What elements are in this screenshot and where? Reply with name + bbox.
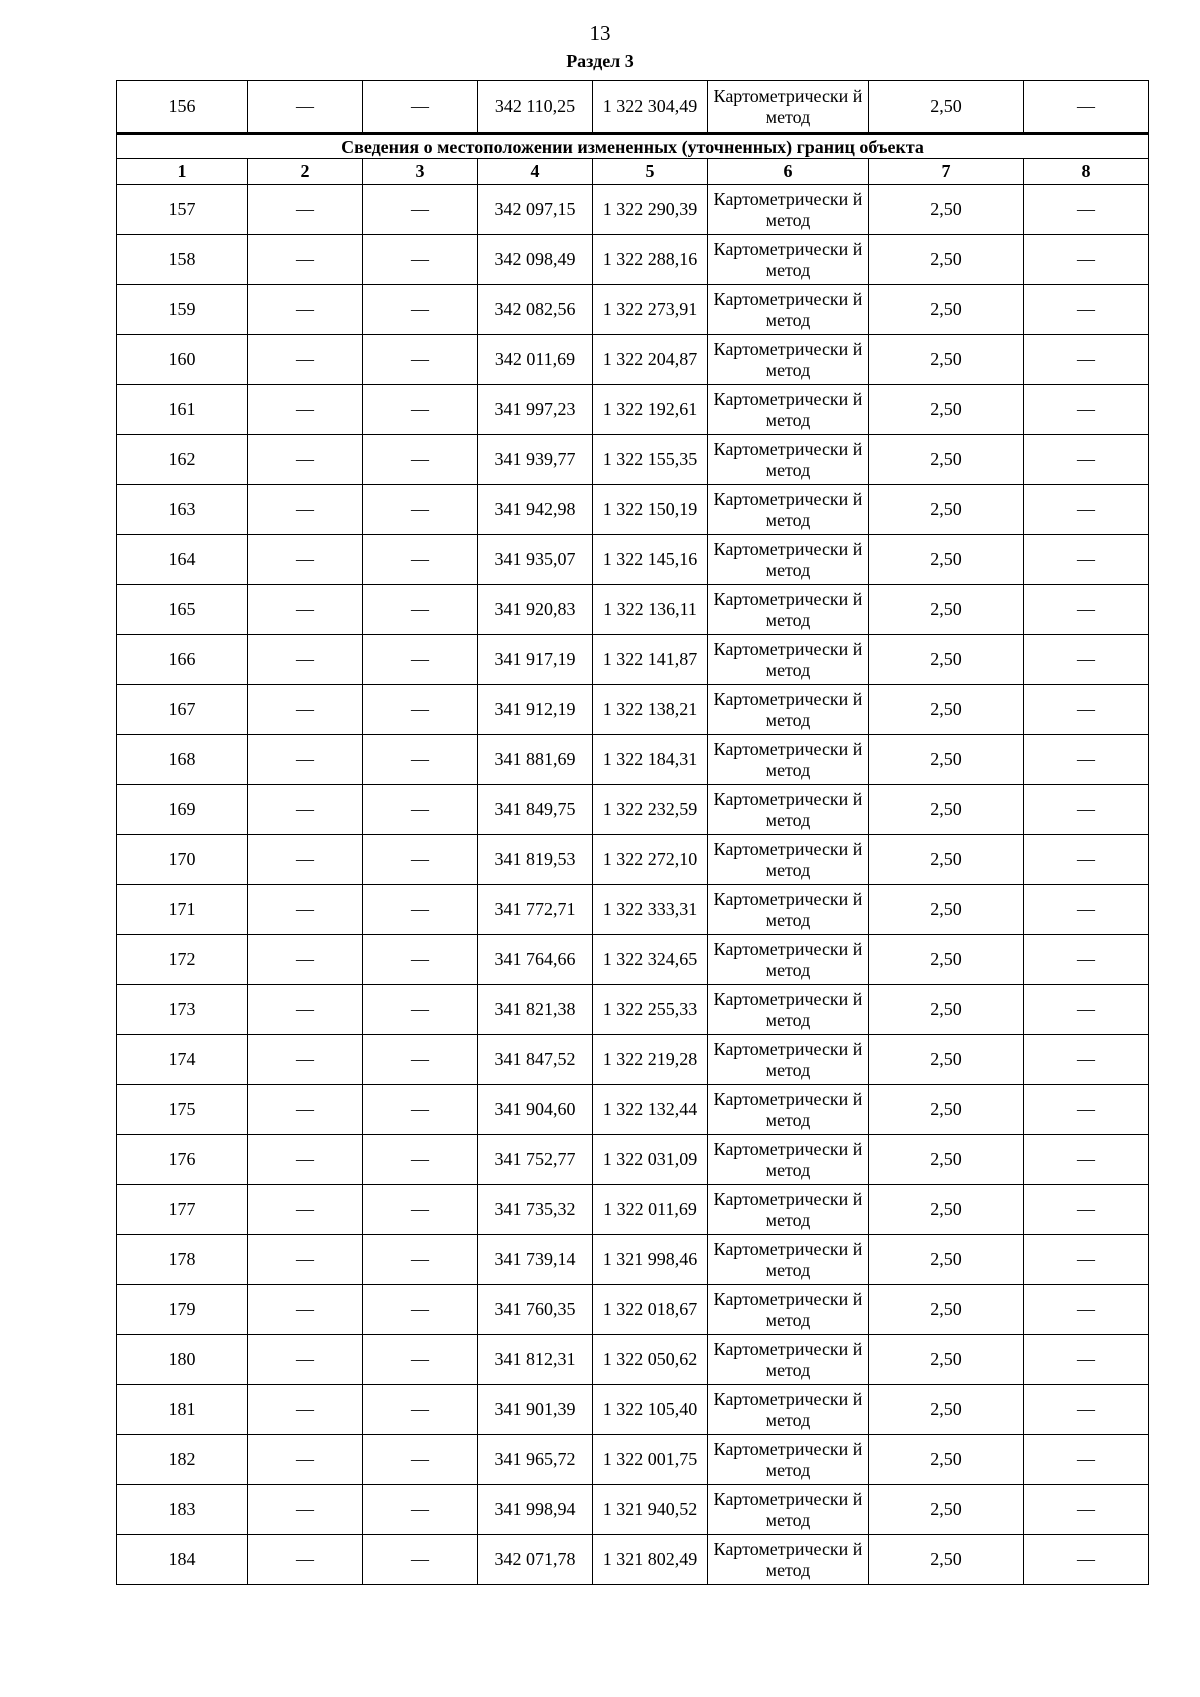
point-number-cell: 161 <box>117 385 248 435</box>
col8-cell: — <box>1024 335 1149 385</box>
precision-cell: 2,50 <box>869 385 1024 435</box>
point-number-cell: 180 <box>117 1335 248 1385</box>
point-number-cell: 170 <box>117 835 248 885</box>
precision-cell: 2,50 <box>869 835 1024 885</box>
method-cell: Картометрически й метод <box>708 835 869 885</box>
method-cell: Картометрически й метод <box>708 935 869 985</box>
precision-cell: 2,50 <box>869 81 1024 134</box>
col3-cell: — <box>363 935 478 985</box>
precision-cell: 2,50 <box>869 785 1024 835</box>
table-caption-row <box>117 134 1149 159</box>
precision-cell: 2,50 <box>869 585 1024 635</box>
precision-cell: 2,50 <box>869 235 1024 285</box>
col3-cell: — <box>363 585 478 635</box>
method-cell: Картометрически й метод <box>708 1085 869 1135</box>
table-row <box>117 235 1149 285</box>
col2-cell: — <box>248 185 363 235</box>
column-number: 5 <box>593 159 708 185</box>
col8-cell: — <box>1024 1435 1149 1485</box>
table-row <box>117 385 1149 435</box>
table-row <box>117 335 1149 385</box>
col8-cell: — <box>1024 285 1149 335</box>
precision-cell: 2,50 <box>869 535 1024 585</box>
col2-cell: — <box>248 835 363 885</box>
point-number-cell: 174 <box>117 1035 248 1085</box>
col3-cell: — <box>363 635 478 685</box>
column-number: 4 <box>478 159 593 185</box>
col2-cell: — <box>248 635 363 685</box>
table-row <box>117 735 1149 785</box>
point-number-cell: 169 <box>117 785 248 835</box>
precision-cell: 2,50 <box>869 735 1024 785</box>
col8-cell: — <box>1024 81 1149 134</box>
method-cell: Картометрически й метод <box>708 1485 869 1535</box>
x-coordinate-cell: 341 881,69 <box>478 735 593 785</box>
section-title: Раздел 3 <box>566 51 634 71</box>
column-number: 7 <box>869 159 1024 185</box>
col3-cell: — <box>363 335 478 385</box>
precision-cell: 2,50 <box>869 635 1024 685</box>
y-coordinate-cell: 1 322 145,16 <box>593 535 708 585</box>
x-coordinate-cell: 342 097,15 <box>478 185 593 235</box>
precision-cell: 2,50 <box>869 435 1024 485</box>
col3-cell: — <box>363 685 478 735</box>
table-row <box>117 1485 1149 1535</box>
method-cell: Картометрически й метод <box>708 235 869 285</box>
x-coordinate-cell: 341 920,83 <box>478 585 593 635</box>
col3-cell: — <box>363 81 478 134</box>
table-row <box>117 535 1149 585</box>
method-cell: Картометрически й метод <box>708 985 869 1035</box>
y-coordinate-cell: 1 322 272,10 <box>593 835 708 885</box>
method-cell: Картометрически й метод <box>708 81 869 134</box>
y-coordinate-cell: 1 322 001,75 <box>593 1435 708 1485</box>
col8-cell: — <box>1024 685 1149 735</box>
point-number-cell: 171 <box>117 885 248 935</box>
y-coordinate-cell: 1 322 219,28 <box>593 1035 708 1085</box>
column-number: 3 <box>363 159 478 185</box>
point-number-cell: 176 <box>117 1135 248 1185</box>
point-number-cell: 166 <box>117 635 248 685</box>
col3-cell: — <box>363 835 478 885</box>
method-cell: Картометрически й метод <box>708 1185 869 1235</box>
y-coordinate-cell: 1 322 138,21 <box>593 685 708 735</box>
page-number: 13 <box>589 21 611 45</box>
point-number-cell: 158 <box>117 235 248 285</box>
precision-cell: 2,50 <box>869 185 1024 235</box>
col8-cell: — <box>1024 385 1149 435</box>
col2-cell: — <box>248 585 363 635</box>
col3-cell: — <box>363 1085 478 1135</box>
col8-cell: — <box>1024 235 1149 285</box>
precision-cell: 2,50 <box>869 1485 1024 1535</box>
col8-cell: — <box>1024 785 1149 835</box>
y-coordinate-cell: 1 322 304,49 <box>593 81 708 134</box>
col3-cell: — <box>363 885 478 935</box>
x-coordinate-cell: 341 819,53 <box>478 835 593 885</box>
y-coordinate-cell: 1 322 050,62 <box>593 1335 708 1385</box>
col2-cell: — <box>248 1185 363 1235</box>
col2-cell: — <box>248 1385 363 1435</box>
col2-cell: — <box>248 285 363 335</box>
point-number-cell: 184 <box>117 1535 248 1585</box>
method-cell: Картометрически й метод <box>708 1385 869 1435</box>
col3-cell: — <box>363 435 478 485</box>
x-coordinate-cell: 341 849,75 <box>478 785 593 835</box>
col3-cell: — <box>363 1385 478 1435</box>
point-number-cell: 159 <box>117 285 248 335</box>
col3-cell: — <box>363 1335 478 1385</box>
precision-cell: 2,50 <box>869 685 1024 735</box>
method-cell: Картометрически й метод <box>708 735 869 785</box>
col8-cell: — <box>1024 435 1149 485</box>
x-coordinate-cell: 342 098,49 <box>478 235 593 285</box>
method-cell: Картометрически й метод <box>708 1235 869 1285</box>
y-coordinate-cell: 1 322 204,87 <box>593 335 708 385</box>
col3-cell: — <box>363 1135 478 1185</box>
x-coordinate-cell: 341 735,32 <box>478 1185 593 1235</box>
precision-cell: 2,50 <box>869 485 1024 535</box>
x-coordinate-cell: 341 772,71 <box>478 885 593 935</box>
table-row <box>117 1535 1149 1585</box>
x-coordinate-cell: 341 912,19 <box>478 685 593 735</box>
table-row-first <box>117 81 1149 134</box>
x-coordinate-cell: 342 071,78 <box>478 1535 593 1585</box>
x-coordinate-cell: 341 942,98 <box>478 485 593 535</box>
y-coordinate-cell: 1 322 011,69 <box>593 1185 708 1235</box>
precision-cell: 2,50 <box>869 1385 1024 1435</box>
table-row <box>117 185 1149 235</box>
col8-cell: — <box>1024 1535 1149 1585</box>
point-number-cell: 178 <box>117 1235 248 1285</box>
col3-cell: — <box>363 985 478 1035</box>
method-cell: Картометрически й метод <box>708 1335 869 1385</box>
col3-cell: — <box>363 785 478 835</box>
col8-cell: — <box>1024 535 1149 585</box>
y-coordinate-cell: 1 322 136,11 <box>593 585 708 635</box>
x-coordinate-cell: 341 764,66 <box>478 935 593 985</box>
point-number-cell: 165 <box>117 585 248 635</box>
method-cell: Картометрически й метод <box>708 485 869 535</box>
point-number-cell: 156 <box>117 81 248 134</box>
col2-cell: — <box>248 685 363 735</box>
table-row <box>117 885 1149 935</box>
col8-cell: — <box>1024 1135 1149 1185</box>
col2-cell: — <box>248 435 363 485</box>
y-coordinate-cell: 1 322 155,35 <box>593 435 708 485</box>
col8-cell: — <box>1024 885 1149 935</box>
method-cell: Картометрически й метод <box>708 885 869 935</box>
col3-cell: — <box>363 1235 478 1285</box>
method-cell: Картометрически й метод <box>708 535 869 585</box>
table-row <box>117 1135 1149 1185</box>
table-row <box>117 1035 1149 1085</box>
col8-cell: — <box>1024 185 1149 235</box>
col3-cell: — <box>363 185 478 235</box>
precision-cell: 2,50 <box>869 285 1024 335</box>
x-coordinate-cell: 341 901,39 <box>478 1385 593 1435</box>
precision-cell: 2,50 <box>869 1135 1024 1185</box>
method-cell: Картометрически й метод <box>708 685 869 735</box>
point-number-cell: 177 <box>117 1185 248 1235</box>
col3-cell: — <box>363 1435 478 1485</box>
x-coordinate-cell: 341 752,77 <box>478 1135 593 1185</box>
col8-cell: — <box>1024 1035 1149 1085</box>
col2-cell: — <box>248 1135 363 1185</box>
y-coordinate-cell: 1 322 018,67 <box>593 1285 708 1335</box>
y-coordinate-cell: 1 321 940,52 <box>593 1485 708 1535</box>
table-row <box>117 585 1149 635</box>
method-cell: Картометрически й метод <box>708 335 869 385</box>
method-cell: Картометрически й метод <box>708 285 869 335</box>
point-number-cell: 168 <box>117 735 248 785</box>
method-cell: Картометрически й метод <box>708 435 869 485</box>
precision-cell: 2,50 <box>869 885 1024 935</box>
col8-cell: — <box>1024 1085 1149 1135</box>
col3-cell: — <box>363 735 478 785</box>
method-cell: Картометрически й метод <box>708 785 869 835</box>
col2-cell: — <box>248 1085 363 1135</box>
precision-cell: 2,50 <box>869 1235 1024 1285</box>
col8-cell: — <box>1024 1485 1149 1535</box>
precision-cell: 2,50 <box>869 1085 1024 1135</box>
table-row <box>117 1285 1149 1335</box>
col2-cell: — <box>248 1435 363 1485</box>
x-coordinate-cell: 341 939,77 <box>478 435 593 485</box>
col8-cell: — <box>1024 1235 1149 1285</box>
x-coordinate-cell: 341 739,14 <box>478 1235 593 1285</box>
col8-cell: — <box>1024 735 1149 785</box>
col8-cell: — <box>1024 485 1149 535</box>
table-row <box>117 985 1149 1035</box>
col8-cell: — <box>1024 635 1149 685</box>
y-coordinate-cell: 1 322 141,87 <box>593 635 708 685</box>
col2-cell: — <box>248 1035 363 1085</box>
y-coordinate-cell: 1 322 031,09 <box>593 1135 708 1185</box>
col2-cell: — <box>248 1235 363 1285</box>
col8-cell: — <box>1024 835 1149 885</box>
col3-cell: — <box>363 485 478 535</box>
col3-cell: — <box>363 535 478 585</box>
x-coordinate-cell: 342 110,25 <box>478 81 593 134</box>
point-number-cell: 157 <box>117 185 248 235</box>
col3-cell: — <box>363 235 478 285</box>
x-coordinate-cell: 342 011,69 <box>478 335 593 385</box>
col2-cell: — <box>248 1535 363 1585</box>
precision-cell: 2,50 <box>869 985 1024 1035</box>
column-number: 8 <box>1024 159 1149 185</box>
col3-cell: — <box>363 1285 478 1335</box>
col8-cell: — <box>1024 935 1149 985</box>
table-row <box>117 1235 1149 1285</box>
y-coordinate-cell: 1 322 288,16 <box>593 235 708 285</box>
y-coordinate-cell: 1 322 255,33 <box>593 985 708 1035</box>
method-cell: Картометрически й метод <box>708 585 869 635</box>
precision-cell: 2,50 <box>869 935 1024 985</box>
method-cell: Картометрически й метод <box>708 1135 869 1185</box>
point-number-cell: 164 <box>117 535 248 585</box>
x-coordinate-cell: 341 821,38 <box>478 985 593 1035</box>
col3-cell: — <box>363 1035 478 1085</box>
col8-cell: — <box>1024 1285 1149 1335</box>
method-cell: Картометрически й метод <box>708 635 869 685</box>
col2-cell: — <box>248 1485 363 1535</box>
x-coordinate-cell: 341 965,72 <box>478 1435 593 1485</box>
x-coordinate-cell: 341 935,07 <box>478 535 593 585</box>
table-row <box>117 685 1149 735</box>
precision-cell: 2,50 <box>869 1035 1024 1085</box>
precision-cell: 2,50 <box>869 1435 1024 1485</box>
point-number-cell: 181 <box>117 1385 248 1435</box>
point-number-cell: 173 <box>117 985 248 1035</box>
x-coordinate-cell: 341 847,52 <box>478 1035 593 1085</box>
x-coordinate-cell: 341 904,60 <box>478 1085 593 1135</box>
point-number-cell: 179 <box>117 1285 248 1335</box>
coordinates-table <box>116 80 1149 1585</box>
precision-cell: 2,50 <box>869 1535 1024 1585</box>
col3-cell: — <box>363 1535 478 1585</box>
column-numbers-row <box>117 159 1149 185</box>
point-number-cell: 175 <box>117 1085 248 1135</box>
point-number-cell: 167 <box>117 685 248 735</box>
y-coordinate-cell: 1 322 132,44 <box>593 1085 708 1135</box>
col8-cell: — <box>1024 585 1149 635</box>
x-coordinate-cell: 341 760,35 <box>478 1285 593 1335</box>
y-coordinate-cell: 1 322 184,31 <box>593 735 708 785</box>
table-caption: Сведения о местоположении измененных (уточненных) границ объекта <box>117 134 1149 159</box>
table-row <box>117 435 1149 485</box>
table-row <box>117 835 1149 885</box>
col8-cell: — <box>1024 1335 1149 1385</box>
point-number-cell: 162 <box>117 435 248 485</box>
table-row <box>117 935 1149 985</box>
col2-cell: — <box>248 385 363 435</box>
x-coordinate-cell: 342 082,56 <box>478 285 593 335</box>
method-cell: Картометрически й метод <box>708 1285 869 1335</box>
y-coordinate-cell: 1 322 333,31 <box>593 885 708 935</box>
method-cell: Картометрически й метод <box>708 185 869 235</box>
table-row <box>117 1435 1149 1485</box>
table-row <box>117 485 1149 535</box>
col3-cell: — <box>363 385 478 435</box>
precision-cell: 2,50 <box>869 1335 1024 1385</box>
col2-cell: — <box>248 335 363 385</box>
col2-cell: — <box>248 885 363 935</box>
table-row <box>117 635 1149 685</box>
col2-cell: — <box>248 535 363 585</box>
col2-cell: — <box>248 485 363 535</box>
y-coordinate-cell: 1 321 998,46 <box>593 1235 708 1285</box>
point-number-cell: 163 <box>117 485 248 535</box>
col8-cell: — <box>1024 985 1149 1035</box>
col2-cell: — <box>248 735 363 785</box>
col8-cell: — <box>1024 1385 1149 1435</box>
precision-cell: 2,50 <box>869 335 1024 385</box>
column-number: 2 <box>248 159 363 185</box>
method-cell: Картометрически й метод <box>708 1435 869 1485</box>
col2-cell: — <box>248 1285 363 1335</box>
point-number-cell: 160 <box>117 335 248 385</box>
col3-cell: — <box>363 1485 478 1535</box>
method-cell: Картометрически й метод <box>708 385 869 435</box>
y-coordinate-cell: 1 322 192,61 <box>593 385 708 435</box>
col2-cell: — <box>248 81 363 134</box>
point-number-cell: 172 <box>117 935 248 985</box>
col2-cell: — <box>248 235 363 285</box>
col2-cell: — <box>248 935 363 985</box>
y-coordinate-cell: 1 322 324,65 <box>593 935 708 985</box>
column-number: 1 <box>117 159 248 185</box>
table-row <box>117 785 1149 835</box>
y-coordinate-cell: 1 322 290,39 <box>593 185 708 235</box>
x-coordinate-cell: 341 812,31 <box>478 1335 593 1385</box>
y-coordinate-cell: 1 322 232,59 <box>593 785 708 835</box>
table-row <box>117 1335 1149 1385</box>
table-row <box>117 1185 1149 1235</box>
y-coordinate-cell: 1 322 150,19 <box>593 485 708 535</box>
x-coordinate-cell: 341 998,94 <box>478 1485 593 1535</box>
col2-cell: — <box>248 785 363 835</box>
col3-cell: — <box>363 1185 478 1235</box>
table-row <box>117 1085 1149 1135</box>
method-cell: Картометрически й метод <box>708 1035 869 1085</box>
y-coordinate-cell: 1 321 802,49 <box>593 1535 708 1585</box>
col2-cell: — <box>248 985 363 1035</box>
column-number: 6 <box>708 159 869 185</box>
col2-cell: — <box>248 1335 363 1385</box>
table-row <box>117 1385 1149 1435</box>
precision-cell: 2,50 <box>869 1185 1024 1235</box>
col8-cell: — <box>1024 1185 1149 1235</box>
precision-cell: 2,50 <box>869 1285 1024 1335</box>
x-coordinate-cell: 341 917,19 <box>478 635 593 685</box>
point-number-cell: 183 <box>117 1485 248 1535</box>
method-cell: Картометрически й метод <box>708 1535 869 1585</box>
y-coordinate-cell: 1 322 273,91 <box>593 285 708 335</box>
x-coordinate-cell: 341 997,23 <box>478 385 593 435</box>
col3-cell: — <box>363 285 478 335</box>
y-coordinate-cell: 1 322 105,40 <box>593 1385 708 1435</box>
point-number-cell: 182 <box>117 1435 248 1485</box>
table-row <box>117 285 1149 335</box>
